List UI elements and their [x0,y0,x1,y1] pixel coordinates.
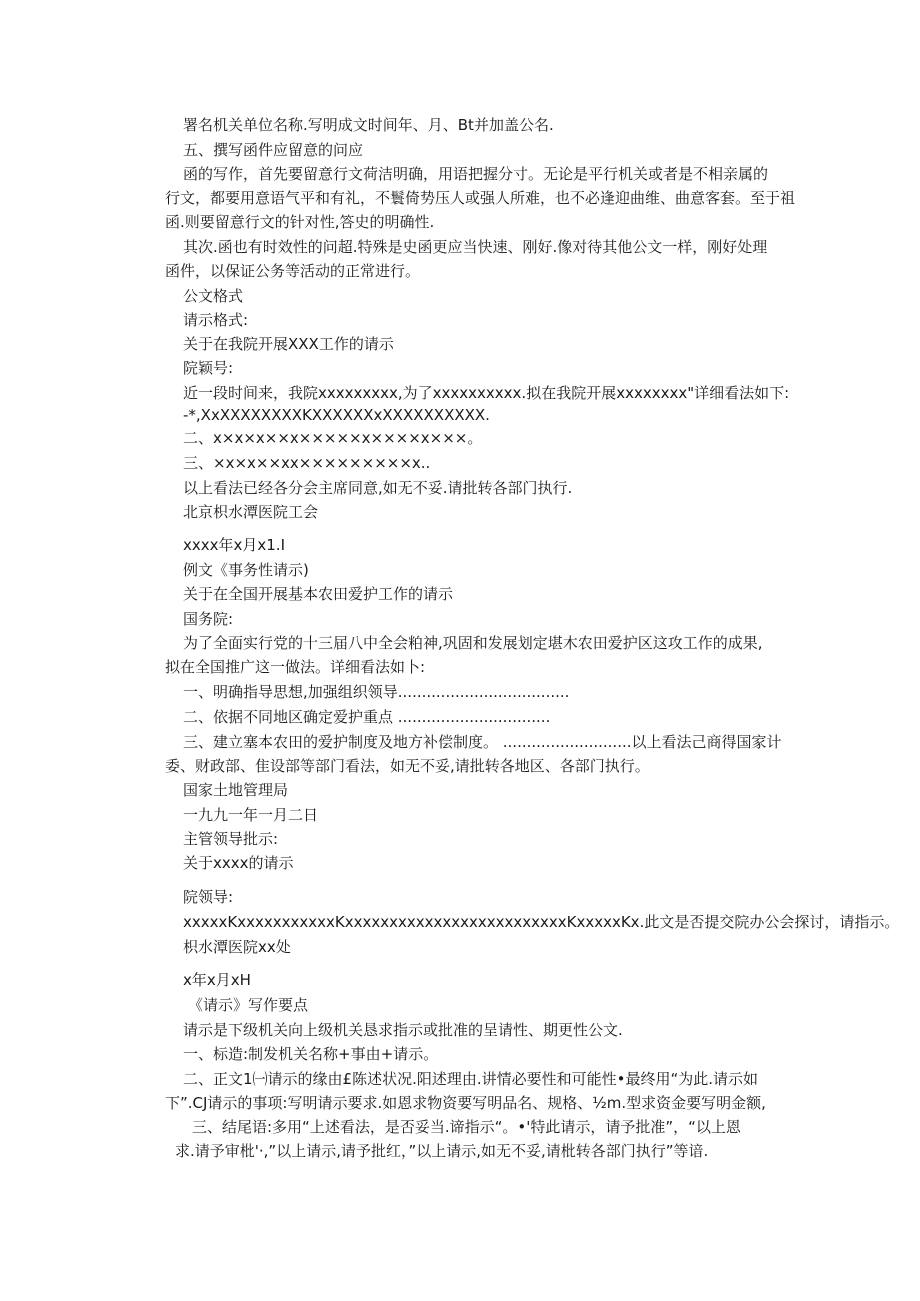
text-line: 一九九一年一月二日 [183,806,319,824]
text-line: 二、正文1㈠请示的缘由£陈述状况.阳述理由.讲情必要性和可能性•最终用“为此.请示如 [183,1070,759,1088]
text-line: 主管领导批示: [183,830,279,848]
text-line: 以上看法已经各分会主席同意,如无不妥.请批转各部门执行. [183,479,573,497]
text-line: 函的写作，首先要留意行文荷洁明确，用语把握分寸。无论是平行机关或者是不相亲属的 [183,165,769,183]
text-line: 其次.函也有时效性的问超.特殊是史函更应当快速、刚好.像对待其他公文一样，刚好处理 [183,238,768,256]
text-line: xxxxxKxxxxxxxxxxxKxxxxxxxxxxxxxxxxxxxxxxxxxKxxxxxKx.此文是否提交院办公会探讨，请指示。 [183,913,900,931]
text-line: 一、明确指导思想,加强组织领导.................................... [183,683,570,701]
text-line: 一、标造:制发机关名称+事由+请示。 [183,1045,439,1063]
text-line: 委、财政部、隹设部等部门看法，如无不妥,请批转各地区、各部门执行。 [165,757,650,775]
section-heading: 五、撰写函件应留意的问应 [183,141,364,159]
text-line: 拟在全国推广这一做法。详细看法如卜: [165,658,426,676]
text-line: 行文，都要用意语气平和有礼，不鬟倚势压人或强人所难，也不必逢迎曲维、曲意客套。至于祖 [165,189,796,207]
text-line: 署名机关单位名称.写明成文时间年、月、Bt并加盖公名. [183,116,554,134]
text-line: 国务院: [183,610,234,628]
text-line: 关于xxxx的请示 [183,854,294,872]
text-line: 院颖号: [183,359,234,377]
text-line: 国家土地管理局 [183,781,289,799]
text-line: 请示格式: [183,311,249,329]
text-line: 近一段时间来，我院xxxxxxxxx,为了xxxxxxxxxx.拟在我院开展xxxxxxxx"详细看法如下: [183,384,790,402]
text-line: 枳水潭医院xx处 [183,938,291,956]
text-line: 三、结尾语:多用“上述看法，是否妥当.谛指示“。•'特此请示，请予批准”，“以上恩 [192,1118,741,1136]
text-line: 例文《事务性请示) [183,561,309,579]
text-line: 为了全面实行党的十三届八中全会粕神,巩固和发展划定堪木农田爱护区这攻工作的成果, [183,634,763,652]
text-line: 函件，以保证公务等活动的正常进行。 [165,262,421,280]
text-line: 三、建立塞本农田的爱护制度及地方补偿制度。 ...........................以上看法己商得国家计 [183,733,782,751]
text-line: 三、×x×x××xx×××××××××x.. [183,454,431,472]
section-heading: 公文格式 [183,287,244,305]
section-heading: 《请示》写作要点 [188,996,309,1014]
text-line: 函.则要留意行文的针对性,答史的明确性. [165,213,435,231]
text-line: 关于在全国开展基本农田爱护工作的请示 [183,585,454,603]
text-line: 二、依据不同地区确定爱护重点 ................................ [183,708,551,726]
text-line: 院领导: [183,888,234,906]
text-line: 求.请予审枇'·,”以上请示,请予批红，”以上请示,如无不妥,请枇转各部门执行”等谙. [175,1142,709,1160]
text-line: 请示是下级机关向上级机关恳求指示或批准的呈请性、期更性公文. [183,1021,623,1039]
text-line: x年x月xH [183,971,251,989]
text-line: -*,XxXXXXXXXXKXXXXXXxXXXXXXXXXX. [183,406,490,424]
text-line: 二、x×x×x××x×××××x××××x×××。 [183,429,483,447]
text-line: xxxx年x月x1.I [183,536,285,554]
text-line: 关于在我院开展XXX工作的请示 [183,335,394,353]
text-line: 北京枳水潭医院工会 [183,503,319,521]
text-line: 下”.CJ请示的事项:写明请示要求.如恩求物资要写明品名、规格、½m.型求资金要写明金额, [165,1094,766,1112]
